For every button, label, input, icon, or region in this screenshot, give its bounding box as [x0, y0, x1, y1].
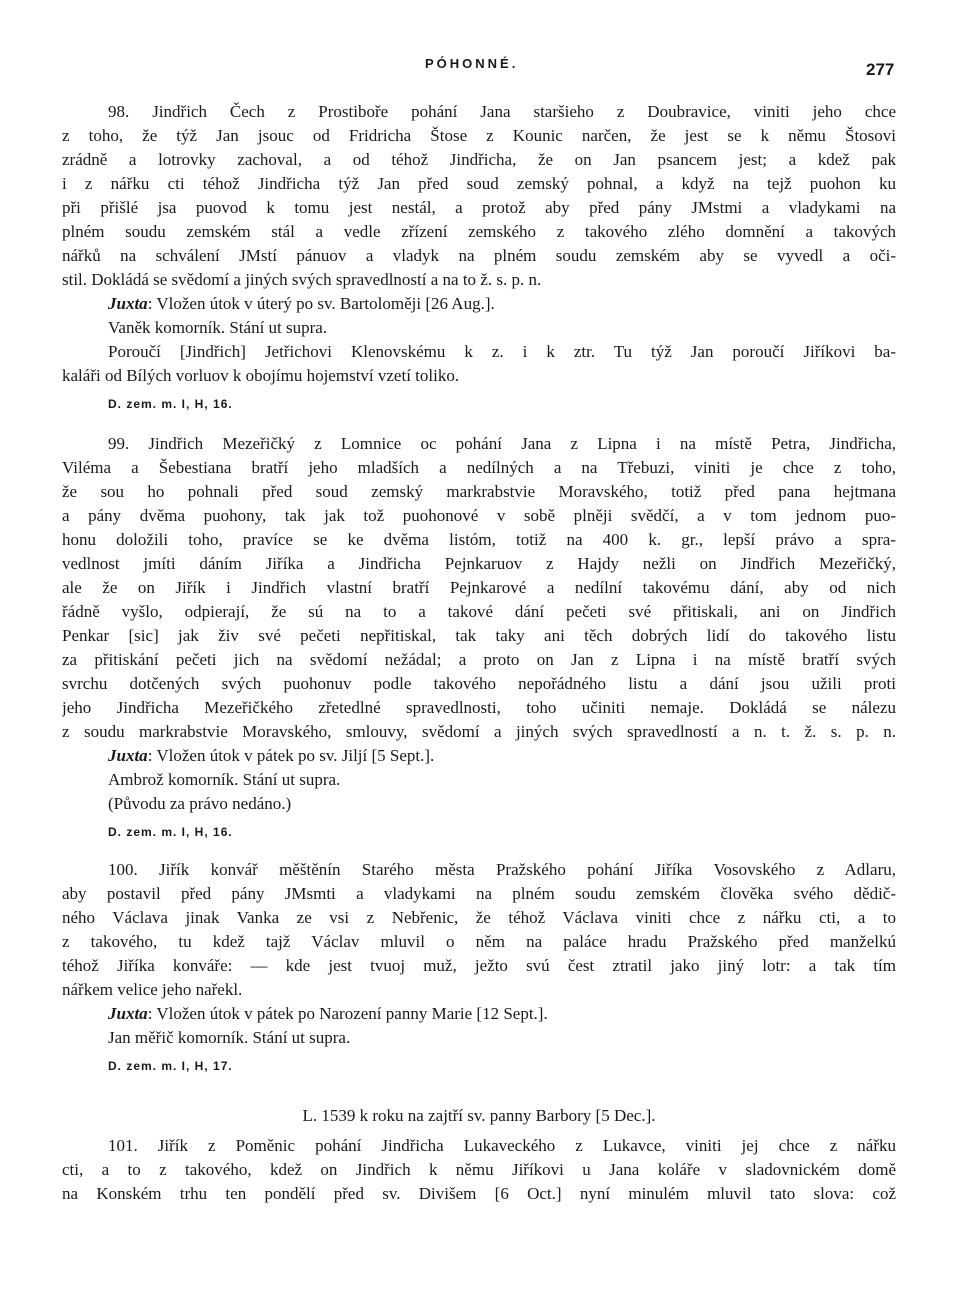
entry100-source: D. zem. m. I, H, 17. [108, 1059, 233, 1073]
entry98-line: při přišlé jsa puovod k tomu jest nestál, a protož aby před pány JMstmi a vladykami na [62, 198, 896, 217]
entry100-line: z takového, tu kdež tajž Václav mluvil o něm na paláce hradu Pražského před manželkú [62, 932, 896, 951]
entry98-line: i z nářku cti téhož Jindřicha týž Jan před soud zemský pohnal, a když na tejž puohon ku [62, 174, 896, 193]
entry99-line: ale že on Jiřík i Jindřich vlastní bratří Pejnkarové a nedílní takovému dání, aby od nich [62, 578, 896, 597]
entry98-note: Vaněk komorník. Stání ut supra. [108, 318, 328, 337]
entry98-source: D. zem. m. I, H, 16. [108, 397, 233, 411]
juxta-text: : Vložen útok v úterý po sv. Bartoloměji [26 Aug.]. [147, 294, 495, 313]
section-heading: L. 1539 k roku na zajtří sv. panny Barbory [5 Dec.]. [302, 1106, 656, 1125]
entry99-line: vedlnost jmíti dáním Jiříka a Jindřicha Pejnkaruov z Hajdy nežli on Jindřich Mezeřičký, [62, 554, 896, 573]
entry98-line: stil. Dokládá se svědomí a jiných svých spravedlností a na to ž. s. p. n. [62, 270, 542, 289]
entry99-line: Viléma a Šebestiana bratří jeho mladších a nedílných a na Třebuzi, viniti je chce z toho, [62, 458, 896, 477]
entry100-line: ného Václava jinak Vanka ze vsi z Nebřenic, že téhož Václava viniti chce z nářku cti, a to [62, 908, 896, 927]
entry99-source: D. zem. m. I, H, 16. [108, 825, 233, 839]
entry100-line: aby postavil před pány JMsmti a vladykami na plném soudu zemském člověka svého dědič- [62, 884, 896, 903]
entry98-line: zrádně a lotrovky zachoval, a od téhož Jindřicha, že on Jan psancem jest; a kdež pak [62, 150, 896, 169]
entry99-line: svrchu dotčených svých puohonuv podle takového nepořádného listu a dání jsou užili proti [62, 674, 896, 693]
entry98-line: 98. Jindřich Čech z Prostiboře pohání Jana staršieho z Doubravice, viniti jeho chce [108, 102, 896, 121]
entry100-line: nářkem velice jeho nařekl. [62, 980, 243, 999]
entry99-juxta [108, 744, 896, 768]
running-title: PÓHONNÉ. [425, 56, 519, 71]
entry99-note: Ambrož komorník. Stání ut supra. [108, 770, 341, 789]
entry98-note: Poroučí [Jindřich] Jetřichovi Klenovskému k z. i k ztr. Tu týž Jan poroučí Jiříkovi ba- [108, 342, 896, 361]
entry100-juxta [108, 1002, 896, 1026]
entry100-line: 100. Jiřík konvář měštěnín Starého města Pražského pohání Jiříka Vosovského z Adlaru, [108, 860, 896, 879]
juxta-text: : Vložen útok v pátek po Narození panny Marie [12 Sept.]. [147, 1004, 548, 1023]
juxta-label: Juxta [108, 294, 148, 313]
entry99-line: Penkar [sic] jak živ své pečeti nepřitiskal, tak taky ani těch dobrých lidí do takového listu [62, 626, 896, 645]
entry99-line: za přitiskání pečeti jich na svědomí nežádal; a proto on Jan z Lipna i na místě bratří svých [62, 650, 896, 669]
entry101-line: cti, a to z takového, kdež on Jindřich k němu Jiříkovi u Jana koláře v sladovnickém domě [62, 1160, 896, 1179]
juxta-label: Juxta [108, 746, 148, 765]
entry101-line: 101. Jiřík z Poměnic pohání Jindřicha Lukaveckého z Lukavce, viniti jej chce z nářku [108, 1136, 896, 1155]
entry99-line: že sou ho pohnali před soud zemský markrabstvie Moravského, totiž před pana hejtmana [62, 482, 896, 501]
entry99-line: z soudu markrabstvie Moravského, smlouvy, svědomí a jiných svých spravedlností a n. t. ž. s. p. n. [62, 722, 896, 741]
entry98-line: z toho, že týž Jan jsouc od Fridricha Štose z Kounic narčen, že jest se k němu Štosovi [62, 126, 896, 145]
juxta-text: : Vložen útok v pátek po sv. Jiljí [5 Sept.]. [147, 746, 435, 765]
entry99-line: honu doložili toho, pravíce se ke dvěma listóm, totiž na 400 k. gr., lepší právo a spra- [62, 530, 896, 549]
entry99-line: 99. Jindřich Mezeřičký z Lomnice oc pohání Jana z Lipna i na místě Petra, Jindřicha, [108, 434, 896, 453]
page-number: 277 [866, 60, 895, 79]
entry98-juxta [108, 292, 896, 316]
entry100-line: téhož Jiříka konváře: — kde jest tvuoj muž, ježto svú čest ztratil jako jiný lotr: a tak tím [62, 956, 896, 975]
entry98-line: nářků na schválení JMstí pánuov a vladyk na plném soudu zemském aby se vyvedl a oči- [62, 246, 896, 265]
juxta-label: Juxta [108, 1004, 148, 1023]
entry98-note: kaláři od Bílých vorluov k obojímu hojemství vzetí toliko. [62, 366, 460, 385]
entry98-line: plném soudu zemském stál a vedle zřízení zemského z takového zlého domnění a takových [62, 222, 896, 241]
entry101-line: na Konském trhu ten pondělí před sv. Divišem [6 Oct.] nyní minulém mluvil tato slova: což [62, 1184, 896, 1203]
entry99-note: (Původu za právo nedáno.) [108, 794, 292, 813]
entry99-line: jeho Jindřicha Mezeřičkého zřetedlné spravedlnosti, toho učiniti nemaje. Dokládá se nálezu [62, 698, 896, 717]
entry99-line: řádně vyšlo, odpierají, že sú na to a takové dání pečeti své přitiskali, ani on Jindřich [62, 602, 896, 621]
entry100-note: Jan měřič komorník. Stání ut supra. [108, 1028, 351, 1047]
entry99-line: a pány dvěma puohony, tak jak tož puohonové v sobě plněji svědčí, a v tom jednom puo- [62, 506, 896, 525]
